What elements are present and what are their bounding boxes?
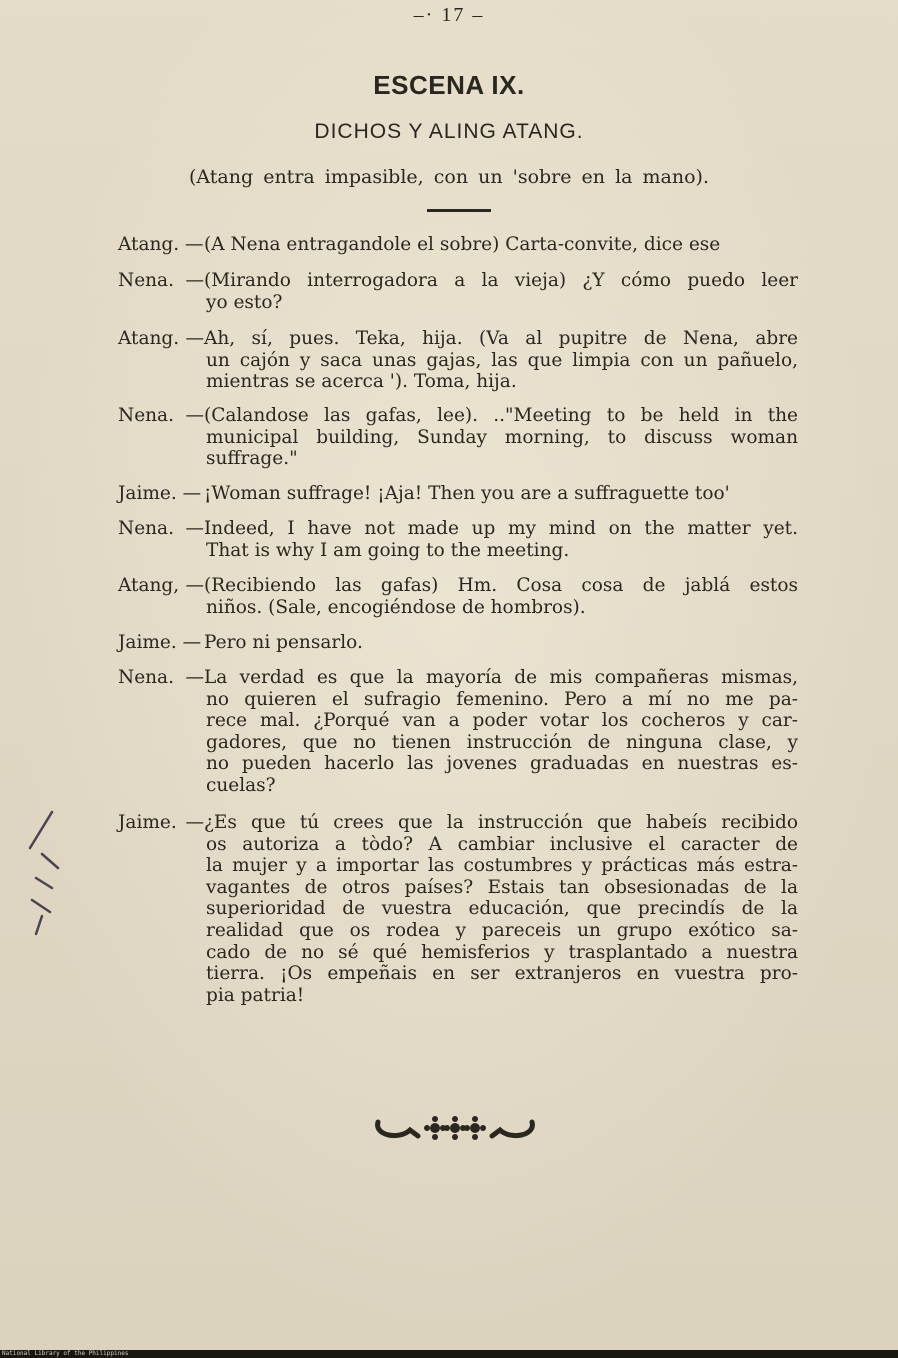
dialogue-line	[118, 689, 798, 711]
dialogue-entry	[118, 667, 798, 797]
line-text: (Mirando interrogadora a la vieja) ¿Y cómo puedo leer	[204, 270, 798, 291]
dialogue-line	[118, 350, 798, 372]
speaker-name: Jaime. —	[118, 632, 202, 653]
dialogue-entry	[118, 234, 798, 256]
line-text: tierra. ¡Os empeñais en ser extranjeros en vuestra pro-	[206, 963, 798, 985]
dialogue-line	[118, 371, 798, 393]
dialogue-line	[118, 855, 798, 877]
speaker-name: Jaime. —	[118, 483, 202, 504]
dialogue-line	[118, 667, 798, 689]
speaker-name: Nena. —	[118, 405, 204, 426]
dialogue-line	[118, 963, 798, 985]
speaker-name: Nena. —	[118, 667, 204, 688]
line-text: ¿Es que tú crees que la instrucción que habeís recibido	[204, 812, 798, 833]
line-text: niños. (Sale, encogiéndose de hombros).	[206, 596, 586, 618]
line-text: os autoriza a tòdo? A cambiar inclusive el caracter de	[206, 833, 798, 855]
dialogue-line	[118, 292, 798, 314]
line-text: That is why I am going to the meeting.	[206, 539, 570, 561]
line-text: un cajón y saca unas gajas, las que limpia con un pañuelo,	[206, 349, 798, 371]
line-text: pia patria!	[206, 984, 305, 1006]
dialogue-line	[118, 234, 798, 256]
characters-line: DICHOS Y ALING ATANG.	[314, 120, 584, 143]
dialogue-entry	[118, 405, 798, 470]
scene-title: ESCENA IX.	[373, 70, 525, 100]
dialogue-line	[118, 575, 798, 597]
line-text: realidad que os rodea y pareceis un grupo exótico sa-	[206, 919, 798, 941]
line-text: (Recibiendo las gafas) Hm. Cosa cosa de jablá estos	[204, 575, 798, 596]
dialogue-entry	[118, 575, 798, 618]
dialogue-line	[118, 898, 798, 920]
line-text: yo esto?	[206, 291, 283, 313]
dialogue-entry	[118, 483, 798, 505]
line-text: no quieren el sufragio femenino. Pero a mí no me pa-	[206, 688, 798, 710]
dialogue-line	[118, 632, 798, 654]
dialogue-line	[118, 812, 798, 834]
dialogue-entry	[118, 812, 798, 1006]
dialogue-line	[118, 775, 798, 797]
line-text: Indeed, I have not made up my mind on the matter yet.	[204, 518, 798, 539]
dialogue-line	[118, 518, 798, 540]
speaker-name: Atang, —	[118, 575, 204, 596]
line-text: (Calandose las gafas, lee). .."Meeting to be held in the	[204, 405, 798, 426]
decorative-ornament	[370, 1108, 540, 1144]
dialogue-entry	[118, 328, 798, 393]
stage-direction: (Atang entra impasible, con un 'sobre en la mano).	[189, 166, 709, 188]
dialogue-line	[118, 483, 798, 505]
line-text: Ah, sí, pues. Teka, hija. (Va al pupitre de Nena, abre	[204, 328, 798, 349]
dialogue-line	[118, 920, 798, 942]
section-divider	[427, 209, 491, 212]
handwritten-annotation	[22, 808, 62, 938]
speaker-name: Atang. —	[118, 234, 204, 255]
dialogue-line	[118, 985, 798, 1007]
dialogue-line	[118, 540, 798, 562]
line-text: Pero ni pensarlo.	[204, 632, 363, 653]
page-number: –· 17 –	[413, 4, 485, 26]
footer-credit: National Library of the Philippines	[2, 1350, 129, 1357]
line-text: superioridad de vuestra educación, que precindís de la	[206, 898, 798, 920]
speaker-name: Atang. —	[118, 328, 204, 349]
line-text: la mujer y a importar las costumbres y prácticas más estra-	[206, 855, 798, 877]
line-text: cado de no sé qué hemisferios y trasplantado a nuestra	[206, 941, 798, 963]
dialogue-entry	[118, 518, 798, 561]
speaker-name: Nena. —	[118, 518, 204, 539]
dialogue-line	[118, 328, 798, 350]
dialogue-line	[118, 427, 798, 449]
dialogue-line	[118, 270, 798, 292]
line-text: municipal building, Sunday morning, to discuss woman	[206, 426, 798, 448]
dialogue-line	[118, 710, 798, 732]
line-text: mientras se acerca '). Toma, hija.	[206, 371, 517, 393]
speaker-name: Jaime. —	[118, 812, 204, 833]
line-text: ¡Woman suffrage! ¡Aja! Then you are a suffraguette too'	[204, 483, 730, 504]
line-text: suffrage."	[206, 448, 298, 470]
line-text: (A Nena entragandole el sobre) Carta-convite, dice ese	[204, 234, 721, 255]
dialogue-line	[118, 405, 798, 427]
dialogue-line	[118, 942, 798, 964]
dialogue-line	[118, 877, 798, 899]
dialogue-line	[118, 834, 798, 856]
dialogue-entry	[118, 632, 798, 654]
dialogue-line	[118, 753, 798, 775]
line-text: cuelas?	[206, 774, 276, 796]
line-text: gadores, que no tienen instrucción de ninguna clase, y	[206, 731, 798, 753]
line-text: La verdad es que la mayoría de mis compañeras mismas,	[204, 667, 798, 688]
dialogue-line	[118, 448, 798, 470]
dialogue-line	[118, 597, 798, 619]
speaker-name: Nena. —	[118, 270, 204, 291]
line-text: rece mal. ¿Porqué van a poder votar los cocheros y car-	[206, 710, 798, 732]
dialogue-line	[118, 732, 798, 754]
dialogue-entry	[118, 270, 798, 313]
line-text: no pueden hacerlo las jovenes graduadas en nuestras es-	[206, 753, 798, 775]
line-text: vagantes de otros países? Estais tan obsesionadas de la	[206, 876, 798, 898]
